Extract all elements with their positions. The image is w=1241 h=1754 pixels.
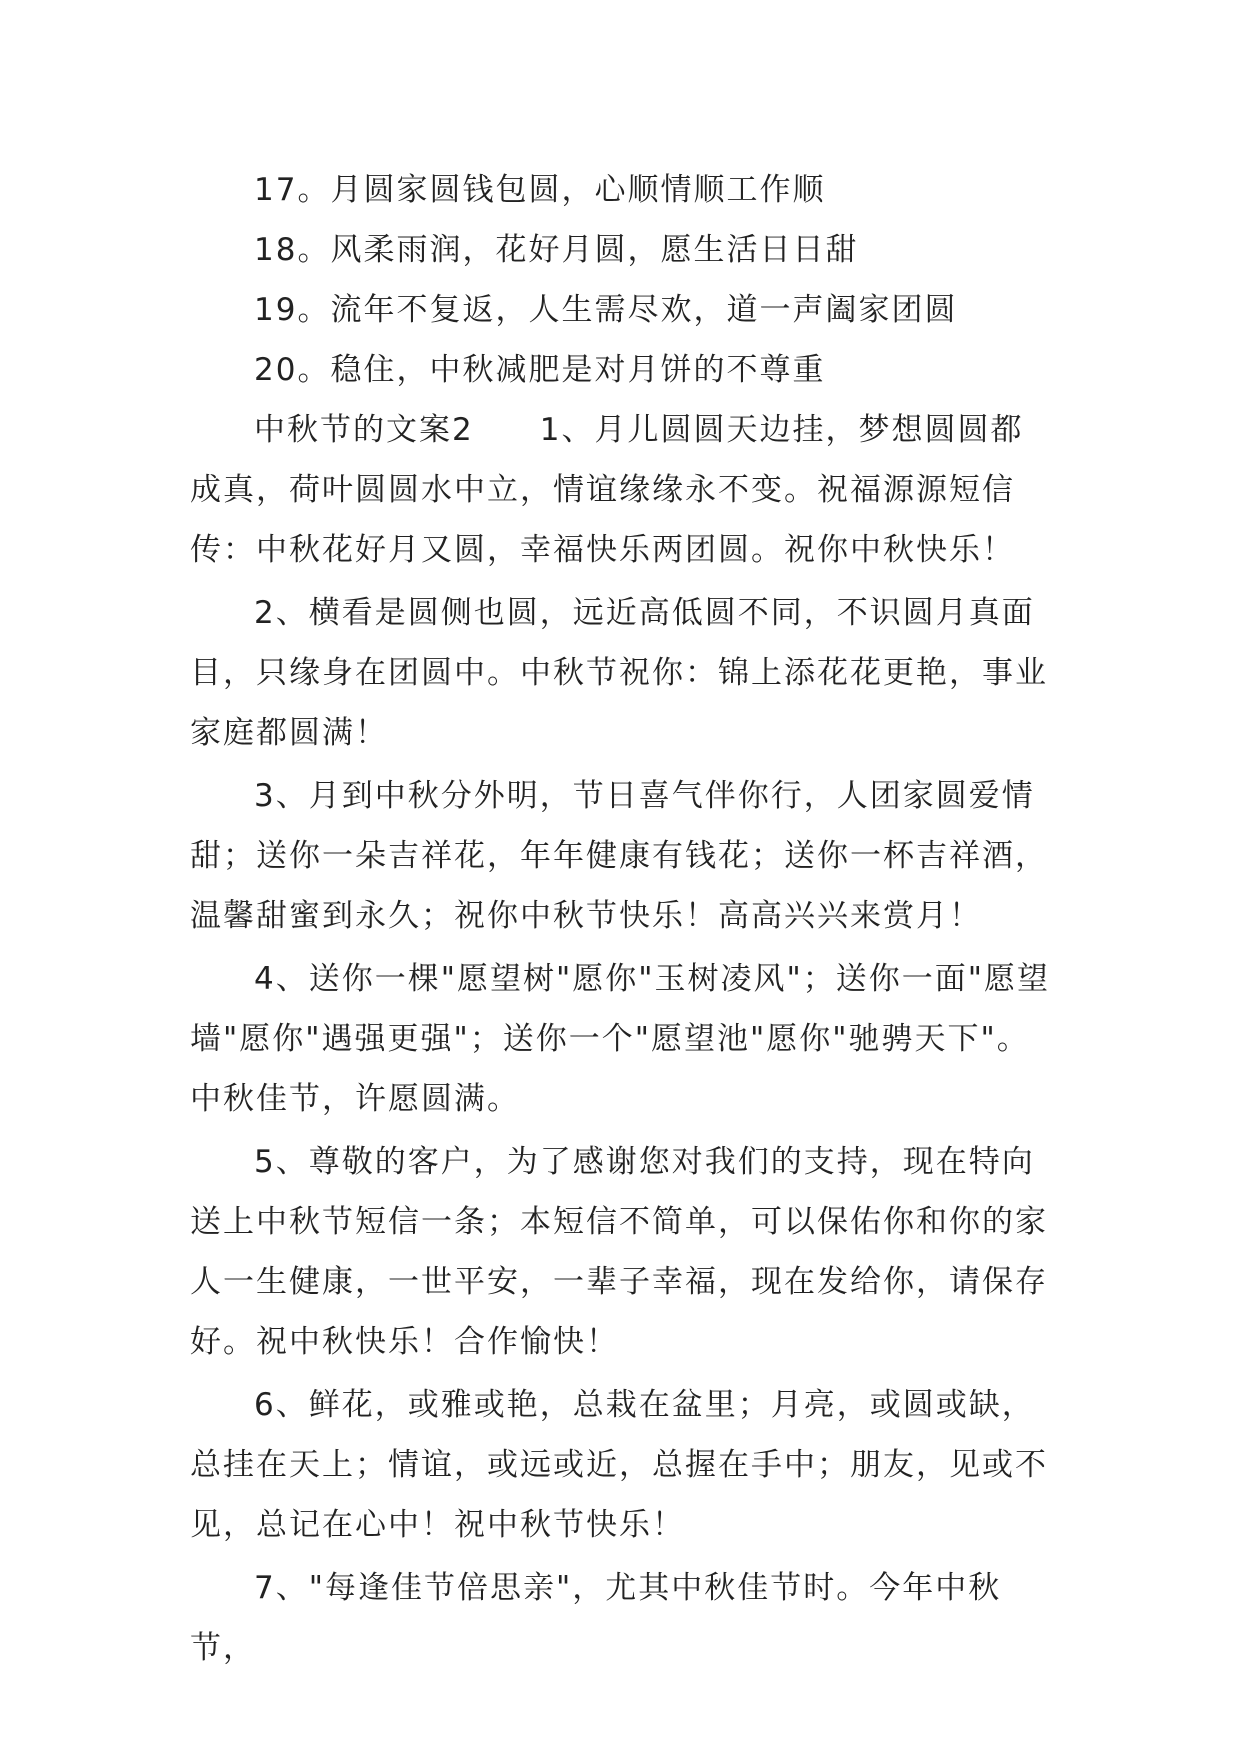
paragraph-item-3: 3、月到中秋分外明，节日喜气伴你行，人团家圆爱情甜；送你一朵吉祥花，年年健康有钱花；送你一杯吉祥酒，温馨甜蜜到永久；祝你中秋节快乐！高高兴兴来赏月！ (190, 778, 1048, 934)
paragraph-item-7: 7、"每逢佳节倍思亲"，尤其中秋佳节时。今年中秋节， (190, 1570, 1002, 1666)
paragraph-item-6: 6、鲜花，或雅或艳，总栽在盆里；月亮，或圆或缺，总挂在天上；情谊，或远或近，总握在手中；朋友，见或不见，总记在心中！祝中秋节快乐！ (190, 1387, 1048, 1543)
section-heading-paragraph: 中秋节的文案2 1、月儿圆圆天边挂，梦想圆圆都成真，荷叶圆圆水中立，情谊缘缘永不变。祝福源源短信传：中秋花好月又圆，幸福快乐两团圆。祝你中秋快乐！ (190, 412, 1024, 568)
paragraph-item-5: 5、尊敬的客户，为了感谢您对我们的支持，现在特向送上中秋节短信一条；本短信不简单，可以保佑你和你的家人一生健康，一世平安，一辈子幸福，现在发给你，请保存好。祝中秋快乐！合作愉快！ (190, 1144, 1048, 1360)
paragraph-line-17: 17。月圆家圆钱包圆，心顺情顺工作顺 (254, 172, 826, 208)
paragraph-line-19: 19。流年不复返，人生需尽欢，道一声阖家团圆 (254, 292, 958, 328)
paragraph-item-4: 4、送你一棵"愿望树"愿你"玉树凌风"；送你一面"愿望墙"愿你"遇强更强"；送你一个"愿望池"愿你"驰骋天下"。中秋佳节，许愿圆满。 (190, 961, 1051, 1117)
paragraph-line-18: 18。风柔雨润，花好月圆，愿生活日日甜 (254, 232, 859, 268)
paragraph-item-2: 2、横看是圆侧也圆，远近高低圆不同，不识圆月真面目，只缘身在团圆中。中秋节祝你：锦上添花花更艳，事业家庭都圆满！ (190, 595, 1048, 751)
paragraph-line-20: 20。稳住，中秋减肥是对月饼的不尊重 (254, 352, 826, 388)
document-body (190, 160, 1052, 1678)
